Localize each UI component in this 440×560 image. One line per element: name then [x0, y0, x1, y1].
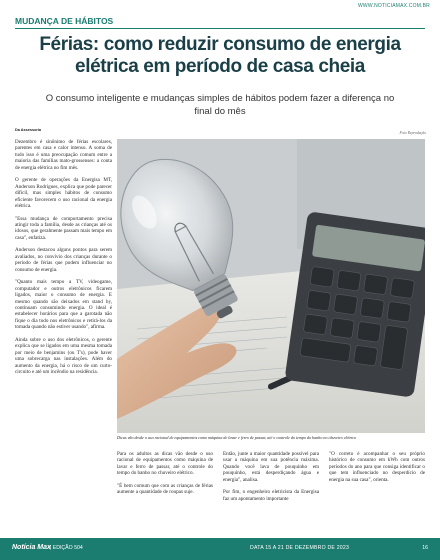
page-number: 16	[422, 545, 428, 551]
photo-credit: Foto Reprodução	[399, 131, 426, 135]
article-headline: Férias: como reduzir consumo de energia elétrica em período de casa cheia	[39, 34, 401, 77]
paragraph: Então, junte a maior quantidade possível para usar a máquina em sua potência máxima. Quando você lava de pouquinho em pouquinho, está desperdiçando água e energia", analisa.	[223, 451, 319, 483]
article-column-4	[329, 451, 425, 489]
lightbulb-calculator-illustration	[117, 139, 425, 433]
article-column-3	[223, 451, 319, 508]
byline: Da Assessoria	[15, 128, 42, 132]
paragraph: Ainda sobre o uso dos eletrônicos, o gerente explica que se ligados em uma mesma tomada por meio de benjamins (ou T's), pode haver uma sobrecarga nas instalações. Além do aumento da energia, há o risco de um curto-circuito e até um incêndio na residência.	[15, 336, 112, 376]
footer-edition: | EDIÇÃO 504	[50, 545, 83, 551]
paragraph: Dezembro é sinônimo de férias escolares, parentes em casa e calor intenso. A soma de tudo isso é uma preocupação comum entre a maioria das famílias mato-grossenses: a conta de energia elétrica no fim mês.	[15, 139, 112, 171]
footer-brand: Notícia Max	[12, 544, 51, 551]
top-bar	[0, 0, 440, 14]
photo-caption: Dicas vão desde o uso racional de equipamentos como máquina de lavar e ferro de passar, até o controle do tempo do banho no chuveiro elétrico	[117, 435, 357, 440]
site-url[interactable]: WWW.NOTICIAMAX.COM.BR	[358, 3, 430, 9]
article-subheadline: O consumo inteligente e mudanças simples de hábitos podem fazer a diferença no final do mês	[45, 93, 395, 117]
paragraph: Anderson destacou alguns pontos para serem avaliados, no convívio dos crianças durante o período de férias que podem influenciar no consumo de energia.	[15, 247, 112, 273]
paragraph: Para os adultos as dicas vão desde o uso racional de equipamentos como máquina de lavar e ferro de passar, até o controle do tempo do banho no chuveiro elétrico.	[117, 451, 213, 477]
section-divider	[15, 28, 425, 29]
footer-date: DATA 15 A 21 DE DEZEMBRO DE 2023	[250, 545, 350, 551]
section-label: MUDANÇA DE HÁBITOS	[15, 16, 114, 26]
paragraph: "É bem comum que com as crianças de férias aumente a quantidade de roupas suje.	[117, 482, 213, 496]
paragraph: O gerente de operações da Energisa MT, Anderson Rodrigues, explica que pode parecer difícil, mas simples hábitos de consumo eficiente favorecem o uso racional da energia elétrica.	[15, 177, 112, 210]
paragraph: "O correto é acompanhar o seu próprio histórico de consumo em kWh com outros períodos do ano para que consiga identificar o que tem influenciado no desperdício de energia na sua casa", orienta.	[329, 451, 425, 483]
paragraph: Por fim, o engenheiro eletricista da Energisa faz um apontamento importante	[223, 489, 319, 502]
page-footer	[0, 538, 440, 560]
article-column-2	[117, 451, 213, 502]
article-column-1	[15, 139, 112, 382]
paragraph: "Quanto mais tempo a TV, videogame, computador e outros eletrônicos ficarem ligados, maior o consumo de energia. E mesmo quando são deixados em stand by, continuam consumindo energia. O ideal é estabelecer horários para que a garotada não fique o dia todo nos eletrônicos e retirá-los da tomada quando não estiver usando", afirma.	[15, 279, 112, 331]
paragraph: "Essa mudança de comportamento precisa atingir toda a família, desde as crianças até os idosos, que geralmente passam mais tempo em casa", enfatiza.	[15, 215, 112, 241]
article-photo	[117, 139, 425, 433]
